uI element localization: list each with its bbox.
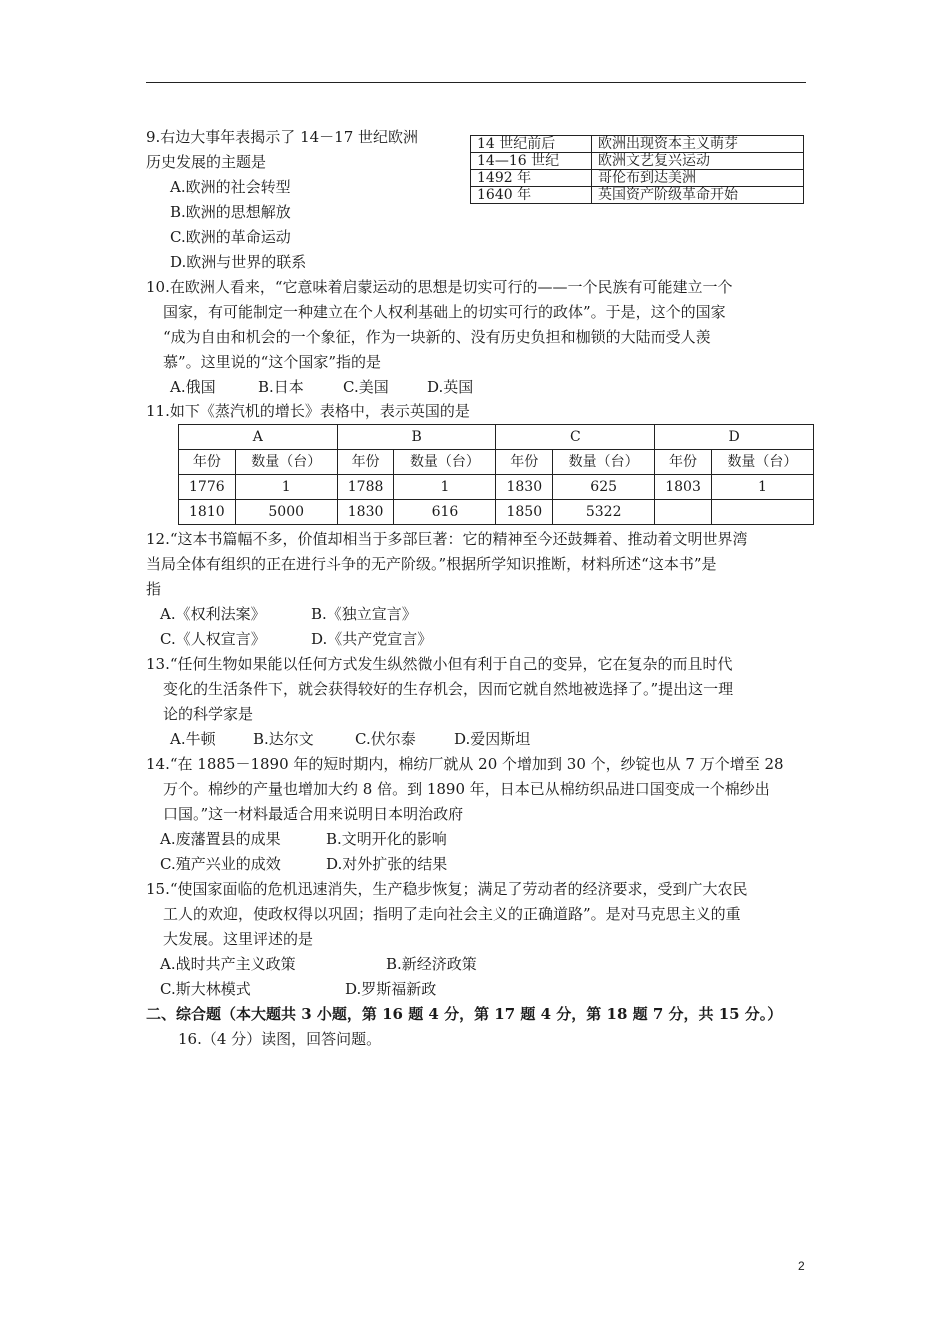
table-cell: 1788: [337, 475, 394, 500]
q15-stem-line1: 15.“使国家面临的危机迅速消失，生产稳步恢复；满足了劳动者的经济要求，受到广大农民: [146, 880, 748, 898]
q9-option-a: A.欧洲的社会转型: [170, 178, 291, 196]
q10-stem-line4: 慕”。这里说的“这个国家”指的是: [163, 353, 382, 371]
column-header-count: 数量（台）: [711, 450, 813, 475]
column-header-count: 数量（台）: [235, 450, 337, 475]
q13-stem-line2: 变化的生活条件下，就会获得较好的生存机会，因而它就自然地被选择了。”提出这一理: [163, 680, 734, 698]
q14-option-b: B.文明开化的影响: [326, 830, 447, 848]
q9-stem-line1: 9.右边大事年表揭示了 14－17 世纪欧洲: [146, 128, 419, 146]
q13-option-a: A.牛顿: [170, 730, 216, 748]
q10-option-b: B.日本: [258, 378, 304, 396]
table-row: [471, 187, 804, 204]
table-row: [471, 153, 804, 170]
table-row: [179, 425, 814, 450]
q10-stem-line2: 国家，有可能制定一种建立在个人权利基础上的切实可行的政体”。于是，这个的国家: [163, 303, 726, 321]
q13-option-d: D.爱因斯坦: [454, 730, 531, 748]
q12-option-a: A.《权利法案》: [160, 605, 266, 623]
q9-stem-line2: 历史发展的主题是: [146, 153, 267, 171]
q9-option-c: C.欧洲的革命运动: [170, 228, 291, 246]
q14-option-a: A.废藩置县的成果: [160, 830, 281, 848]
table-cell: 5322: [553, 500, 655, 525]
q16-stem: 16.（4 分）读图，回答问题。: [178, 1030, 382, 1048]
timeline-event: 欧洲出现资本主义萌芽: [592, 136, 804, 153]
q12-stem-line3: 指: [146, 580, 162, 598]
q11-stem: 11.如下《蒸汽机的增长》表格中，表示英国的是: [146, 402, 470, 420]
q15-option-a: A.战时共产主义政策: [160, 955, 296, 973]
q13-stem-line1: 13.“任何生物如果能以任何方式发生纵然微小但有利于自己的变异，它在复杂的而且时代: [146, 655, 733, 673]
q15-option-b: B.新经济政策: [386, 955, 477, 973]
table-cell: 1: [235, 475, 337, 500]
q15-option-d: D.罗斯福新政: [345, 980, 437, 998]
timeline-event: 英国资产阶级革命开始: [592, 187, 804, 204]
group-header-c: C: [496, 425, 655, 450]
column-header-count: 数量（台）: [553, 450, 655, 475]
q13-option-b: B.达尔文: [253, 730, 314, 748]
q10-stem-line3: “成为自由和机会的一个象征，作为一块新的、没有历史负担和枷锁的大陆而受人羡: [163, 328, 711, 346]
q12-stem-line2: 当局全体有组织的正在进行斗争的无产阶级。”根据所学知识推断，材料所述“这本书”是: [146, 555, 717, 573]
table-row: [179, 500, 814, 525]
timeline-period: 1640 年: [471, 187, 592, 204]
column-header-year: 年份: [179, 450, 236, 475]
q12-option-c: C.《人权宣言》: [160, 630, 266, 648]
q13-option-c: C.伏尔泰: [355, 730, 416, 748]
column-header-count: 数量（台）: [394, 450, 496, 475]
q9-timeline-table: [470, 135, 804, 204]
header-rule: [146, 82, 806, 83]
column-header-year: 年份: [496, 450, 553, 475]
table-cell: 1803: [655, 475, 712, 500]
table-cell: [711, 500, 813, 525]
table-row: [471, 170, 804, 187]
table-cell: 1810: [179, 500, 236, 525]
q14-stem-line3: 口国。”这一材料最适合用来说明日本明治政府: [163, 805, 464, 823]
q15-option-c: C.斯大林模式: [160, 980, 251, 998]
table-row: [179, 450, 814, 475]
column-header-year: 年份: [337, 450, 394, 475]
group-header-a: A: [179, 425, 338, 450]
q15-stem-line2: 工人的欢迎，使政权得以巩固；指明了走向社会主义的正确道路”。是对马克思主义的重: [163, 905, 741, 923]
q14-option-d: D.对外扩张的结果: [326, 855, 448, 873]
q10-stem-line1: 10.在欧洲人看来，“它意味着启蒙运动的思想是切实可行的——一个民族有可能建立一个: [146, 278, 733, 296]
table-cell: [655, 500, 712, 525]
table-cell: 625: [553, 475, 655, 500]
q11-steam-engine-table: [178, 424, 814, 525]
timeline-event: 欧洲文艺复兴运动: [592, 153, 804, 170]
table-cell: 1: [711, 475, 813, 500]
q10-option-c: C.美国: [343, 378, 389, 396]
table-cell: 616: [394, 500, 496, 525]
section2-heading: 二、综合题（本大题共 3 小题，第 16 题 4 分，第 17 题 4 分，第 18 题 7 分，共 15 分。）: [146, 1005, 783, 1023]
q15-stem-line3: 大发展。这里评述的是: [163, 930, 314, 948]
q13-stem-line3: 论的科学家是: [163, 705, 254, 723]
timeline-period: 14 世纪前后: [471, 136, 592, 153]
table-row: [471, 136, 804, 153]
q10-option-a: A.俄国: [170, 378, 216, 396]
table-row: [179, 475, 814, 500]
column-header-year: 年份: [655, 450, 712, 475]
table-cell: 1776: [179, 475, 236, 500]
timeline-period: 14—16 世纪: [471, 153, 592, 170]
q14-stem-line1: 14.“在 1885－1890 年的短时期内，棉纺厂就从 20 个增加到 30 个，纱锭也从 7 万个增至 28: [146, 755, 784, 773]
page-number: 2: [798, 1259, 805, 1273]
q14-option-c: C.殖产兴业的成效: [160, 855, 281, 873]
table-cell: 1: [394, 475, 496, 500]
table-cell: 5000: [235, 500, 337, 525]
timeline-period: 1492 年: [471, 170, 592, 187]
q14-stem-line2: 万个。棉纱的产量也增加大约 8 倍。到 1890 年，日本已从棉纺织品进口国变成一个棉纱出: [163, 780, 770, 798]
table-cell: 1830: [337, 500, 394, 525]
table-cell: 1850: [496, 500, 553, 525]
group-header-b: B: [337, 425, 496, 450]
q12-option-d: D.《共产党宣言》: [311, 630, 433, 648]
timeline-event: 哥伦布到达美洲: [592, 170, 804, 187]
q9-option-b: B.欧洲的思想解放: [170, 203, 291, 221]
q9-option-d: D.欧洲与世界的联系: [170, 253, 307, 271]
table-cell: 1830: [496, 475, 553, 500]
q12-stem-line1: 12.“这本书篇幅不多，价值却相当于多部巨著：它的精神至今还鼓舞着、推动着文明世界湾: [146, 530, 748, 548]
q12-option-b: B.《独立宣言》: [311, 605, 417, 623]
group-header-d: D: [655, 425, 814, 450]
q10-option-d: D.英国: [427, 378, 474, 396]
